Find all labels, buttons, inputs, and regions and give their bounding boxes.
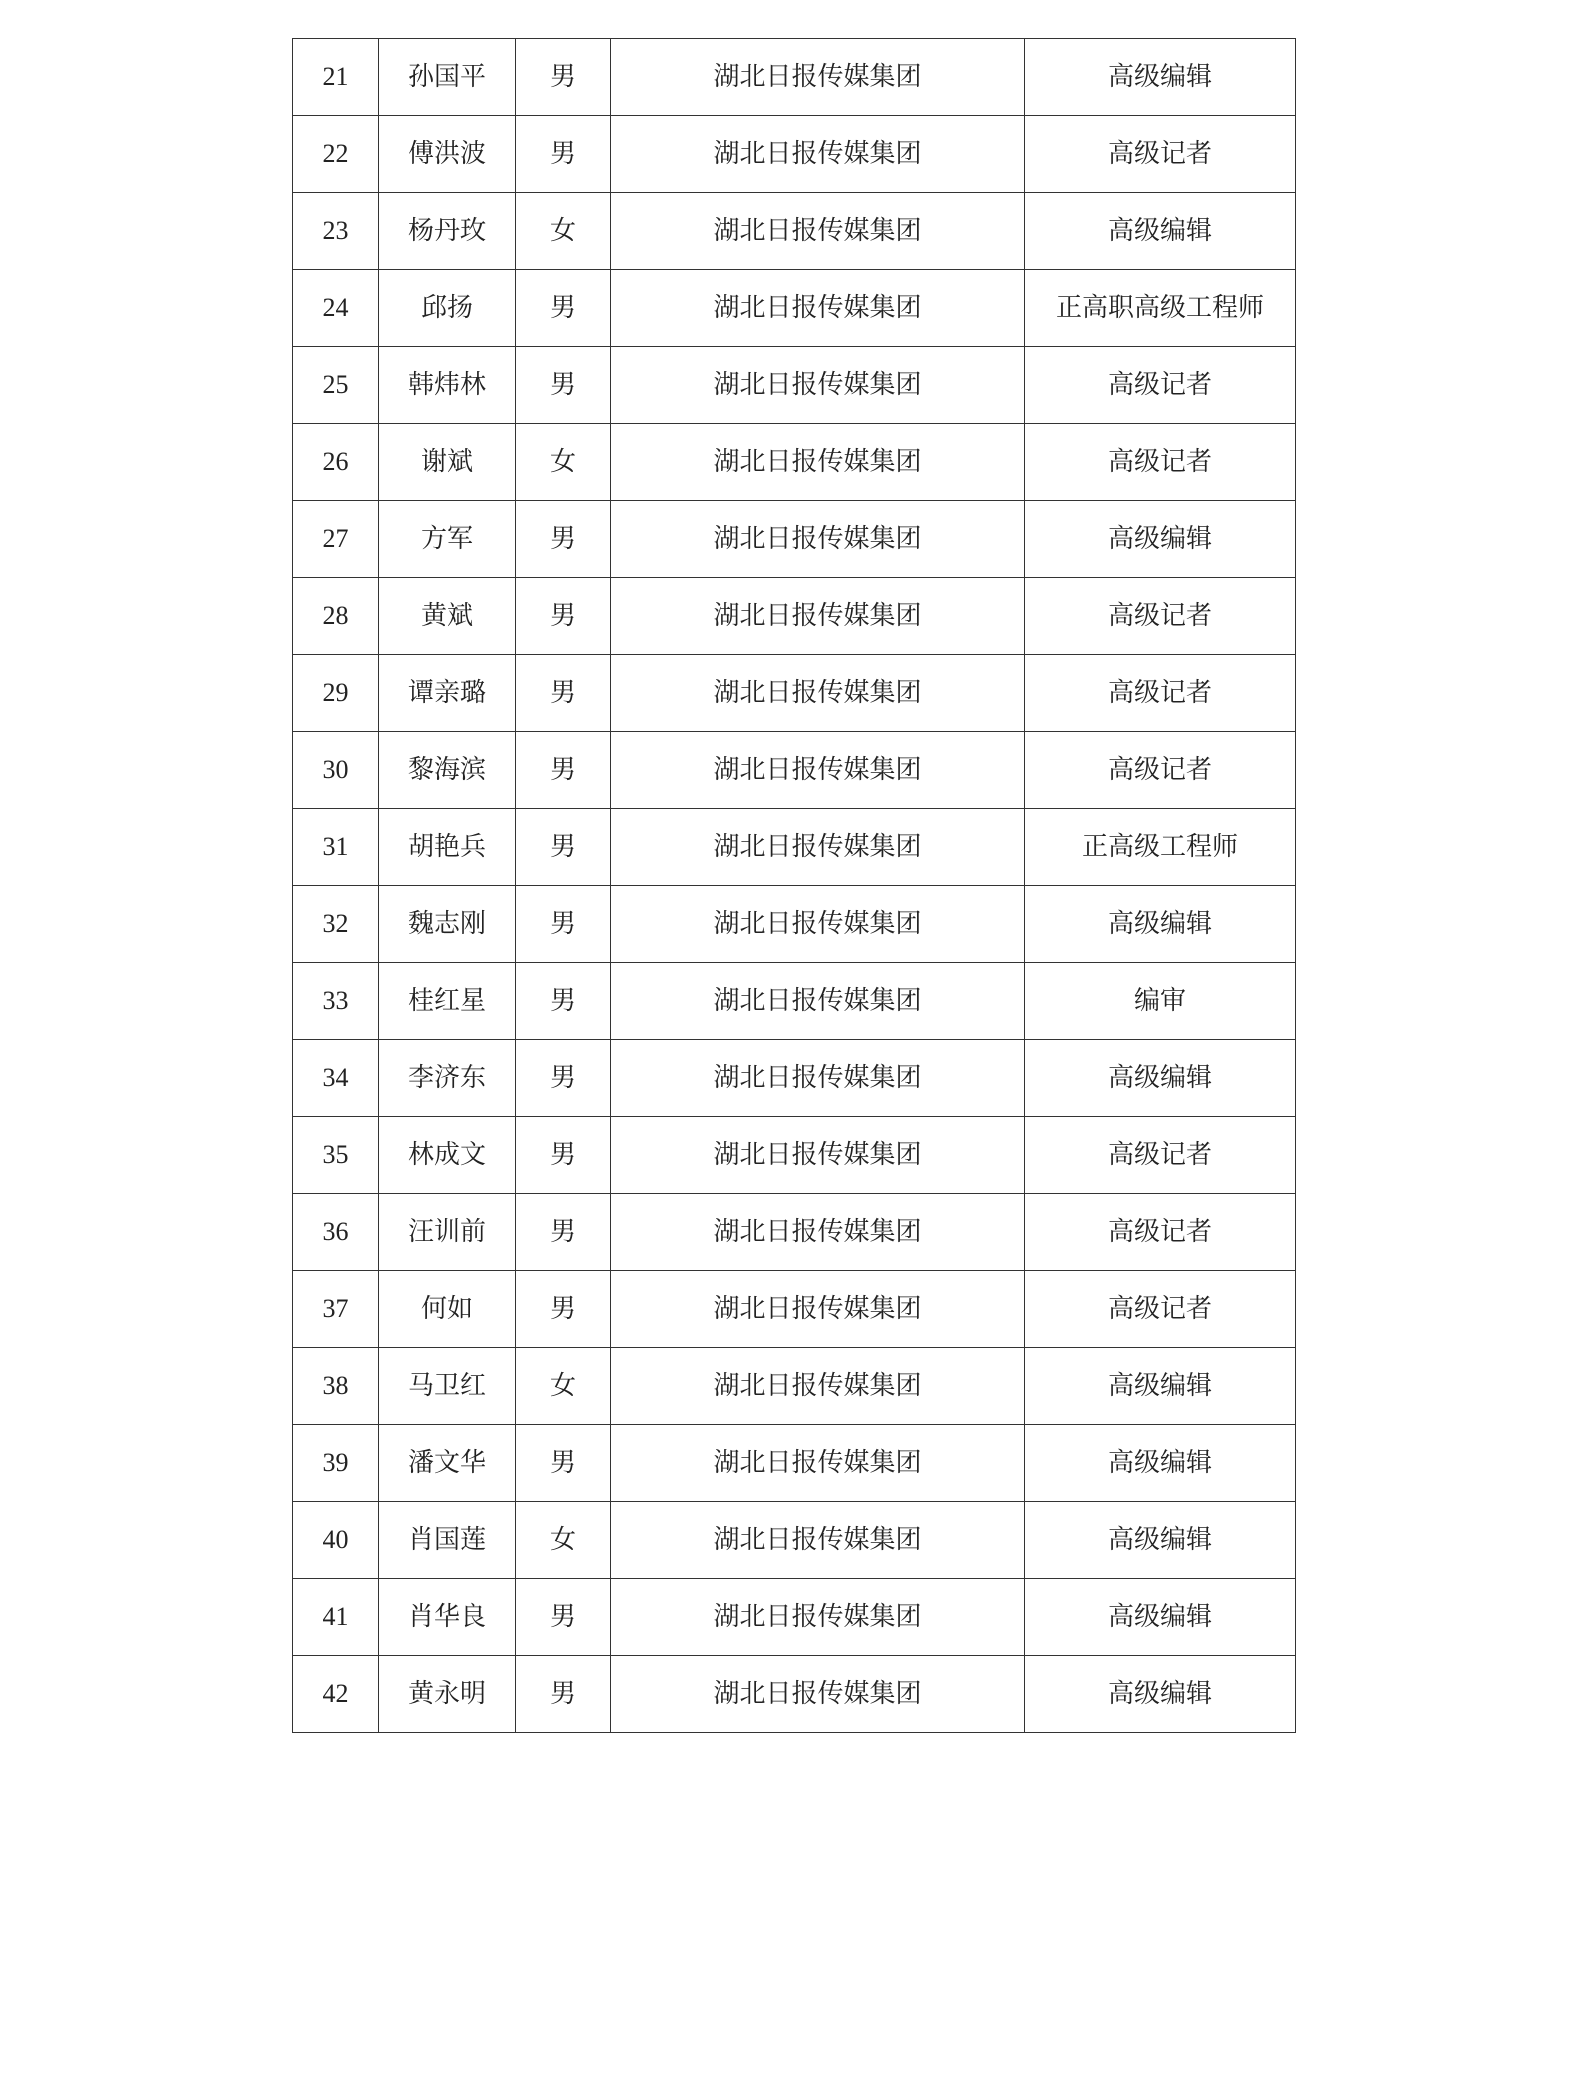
person-name: 潘文华	[379, 1425, 516, 1502]
roster-table	[292, 38, 1296, 1733]
person-name: 傅洪波	[379, 116, 516, 193]
table-row	[293, 193, 1296, 270]
table-row	[293, 501, 1296, 578]
row-number: 41	[293, 1579, 379, 1656]
table-row	[293, 1425, 1296, 1502]
row-number: 33	[293, 963, 379, 1040]
table-row	[293, 270, 1296, 347]
person-name: 马卫红	[379, 1348, 516, 1425]
row-number: 22	[293, 116, 379, 193]
person-name: 谭亲璐	[379, 655, 516, 732]
work-unit: 湖北日报传媒集团	[611, 1579, 1025, 1656]
professional-title: 高级编辑	[1025, 501, 1296, 578]
work-unit: 湖北日报传媒集团	[611, 732, 1025, 809]
work-unit: 湖北日报传媒集团	[611, 116, 1025, 193]
person-name: 桂红星	[379, 963, 516, 1040]
person-name: 黄永明	[379, 1656, 516, 1733]
work-unit: 湖北日报传媒集团	[611, 1194, 1025, 1271]
professional-title: 高级记者	[1025, 1117, 1296, 1194]
row-number: 31	[293, 809, 379, 886]
gender: 男	[516, 347, 611, 424]
gender: 男	[516, 1117, 611, 1194]
work-unit: 湖北日报传媒集团	[611, 1425, 1025, 1502]
gender: 女	[516, 193, 611, 270]
row-number: 42	[293, 1656, 379, 1733]
row-number: 39	[293, 1425, 379, 1502]
table-row	[293, 809, 1296, 886]
professional-title: 正高职高级工程师	[1025, 270, 1296, 347]
gender: 女	[516, 424, 611, 501]
table-row	[293, 1348, 1296, 1425]
gender: 女	[516, 1502, 611, 1579]
professional-title: 高级记者	[1025, 116, 1296, 193]
person-name: 谢斌	[379, 424, 516, 501]
row-number: 23	[293, 193, 379, 270]
person-name: 林成文	[379, 1117, 516, 1194]
gender: 男	[516, 1194, 611, 1271]
row-number: 37	[293, 1271, 379, 1348]
professional-title: 高级记者	[1025, 578, 1296, 655]
row-number: 34	[293, 1040, 379, 1117]
professional-title: 高级记者	[1025, 655, 1296, 732]
gender: 男	[516, 270, 611, 347]
professional-title: 高级编辑	[1025, 1348, 1296, 1425]
table-row	[293, 1040, 1296, 1117]
work-unit: 湖北日报传媒集团	[611, 578, 1025, 655]
work-unit: 湖北日报传媒集团	[611, 501, 1025, 578]
work-unit: 湖北日报传媒集团	[611, 39, 1025, 116]
professional-title: 编审	[1025, 963, 1296, 1040]
table-row	[293, 655, 1296, 732]
row-number: 27	[293, 501, 379, 578]
gender: 男	[516, 116, 611, 193]
gender: 男	[516, 1040, 611, 1117]
gender: 男	[516, 1271, 611, 1348]
person-name: 何如	[379, 1271, 516, 1348]
work-unit: 湖北日报传媒集团	[611, 809, 1025, 886]
roster-table-body	[293, 39, 1296, 1733]
table-row	[293, 732, 1296, 809]
table-row	[293, 116, 1296, 193]
table-row	[293, 1502, 1296, 1579]
gender: 男	[516, 886, 611, 963]
table-row	[293, 1656, 1296, 1733]
gender: 男	[516, 1425, 611, 1502]
table-row	[293, 1117, 1296, 1194]
person-name: 魏志刚	[379, 886, 516, 963]
row-number: 30	[293, 732, 379, 809]
person-name: 肖国莲	[379, 1502, 516, 1579]
row-number: 32	[293, 886, 379, 963]
professional-title: 高级编辑	[1025, 1040, 1296, 1117]
row-number: 36	[293, 1194, 379, 1271]
professional-title: 高级编辑	[1025, 1656, 1296, 1733]
row-number: 21	[293, 39, 379, 116]
gender: 男	[516, 501, 611, 578]
work-unit: 湖北日报传媒集团	[611, 1502, 1025, 1579]
professional-title: 高级编辑	[1025, 39, 1296, 116]
professional-title: 正高级工程师	[1025, 809, 1296, 886]
table-row	[293, 1194, 1296, 1271]
work-unit: 湖北日报传媒集团	[611, 1040, 1025, 1117]
row-number: 40	[293, 1502, 379, 1579]
work-unit: 湖北日报传媒集团	[611, 1656, 1025, 1733]
person-name: 胡艳兵	[379, 809, 516, 886]
row-number: 25	[293, 347, 379, 424]
person-name: 邱扬	[379, 270, 516, 347]
table-row	[293, 578, 1296, 655]
row-number: 38	[293, 1348, 379, 1425]
professional-title: 高级编辑	[1025, 193, 1296, 270]
professional-title: 高级编辑	[1025, 1579, 1296, 1656]
table-row	[293, 347, 1296, 424]
gender: 男	[516, 732, 611, 809]
gender: 男	[516, 1656, 611, 1733]
table-row	[293, 1579, 1296, 1656]
row-number: 28	[293, 578, 379, 655]
table-row	[293, 963, 1296, 1040]
gender: 男	[516, 1579, 611, 1656]
person-name: 韩炜林	[379, 347, 516, 424]
person-name: 肖华良	[379, 1579, 516, 1656]
professional-title: 高级记者	[1025, 347, 1296, 424]
row-number: 24	[293, 270, 379, 347]
professional-title: 高级记者	[1025, 1271, 1296, 1348]
work-unit: 湖北日报传媒集团	[611, 193, 1025, 270]
work-unit: 湖北日报传媒集团	[611, 347, 1025, 424]
person-name: 杨丹玫	[379, 193, 516, 270]
gender: 男	[516, 578, 611, 655]
work-unit: 湖北日报传媒集团	[611, 270, 1025, 347]
professional-title: 高级记者	[1025, 1194, 1296, 1271]
professional-title: 高级记者	[1025, 424, 1296, 501]
professional-title: 高级编辑	[1025, 1502, 1296, 1579]
table-row	[293, 1271, 1296, 1348]
person-name: 黎海滨	[379, 732, 516, 809]
work-unit: 湖北日报传媒集团	[611, 963, 1025, 1040]
row-number: 35	[293, 1117, 379, 1194]
gender: 女	[516, 1348, 611, 1425]
work-unit: 湖北日报传媒集团	[611, 1348, 1025, 1425]
professional-title: 高级记者	[1025, 732, 1296, 809]
person-name: 方军	[379, 501, 516, 578]
work-unit: 湖北日报传媒集团	[611, 1271, 1025, 1348]
row-number: 29	[293, 655, 379, 732]
row-number: 26	[293, 424, 379, 501]
gender: 男	[516, 655, 611, 732]
person-name: 黄斌	[379, 578, 516, 655]
work-unit: 湖北日报传媒集团	[611, 424, 1025, 501]
person-name: 孙国平	[379, 39, 516, 116]
table-row	[293, 424, 1296, 501]
work-unit: 湖北日报传媒集团	[611, 655, 1025, 732]
gender: 男	[516, 39, 611, 116]
table-row	[293, 39, 1296, 116]
table-row	[293, 886, 1296, 963]
person-name: 李济东	[379, 1040, 516, 1117]
gender: 男	[516, 809, 611, 886]
work-unit: 湖北日报传媒集团	[611, 886, 1025, 963]
professional-title: 高级编辑	[1025, 886, 1296, 963]
work-unit: 湖北日报传媒集团	[611, 1117, 1025, 1194]
professional-title: 高级编辑	[1025, 1425, 1296, 1502]
person-name: 汪训前	[379, 1194, 516, 1271]
gender: 男	[516, 963, 611, 1040]
